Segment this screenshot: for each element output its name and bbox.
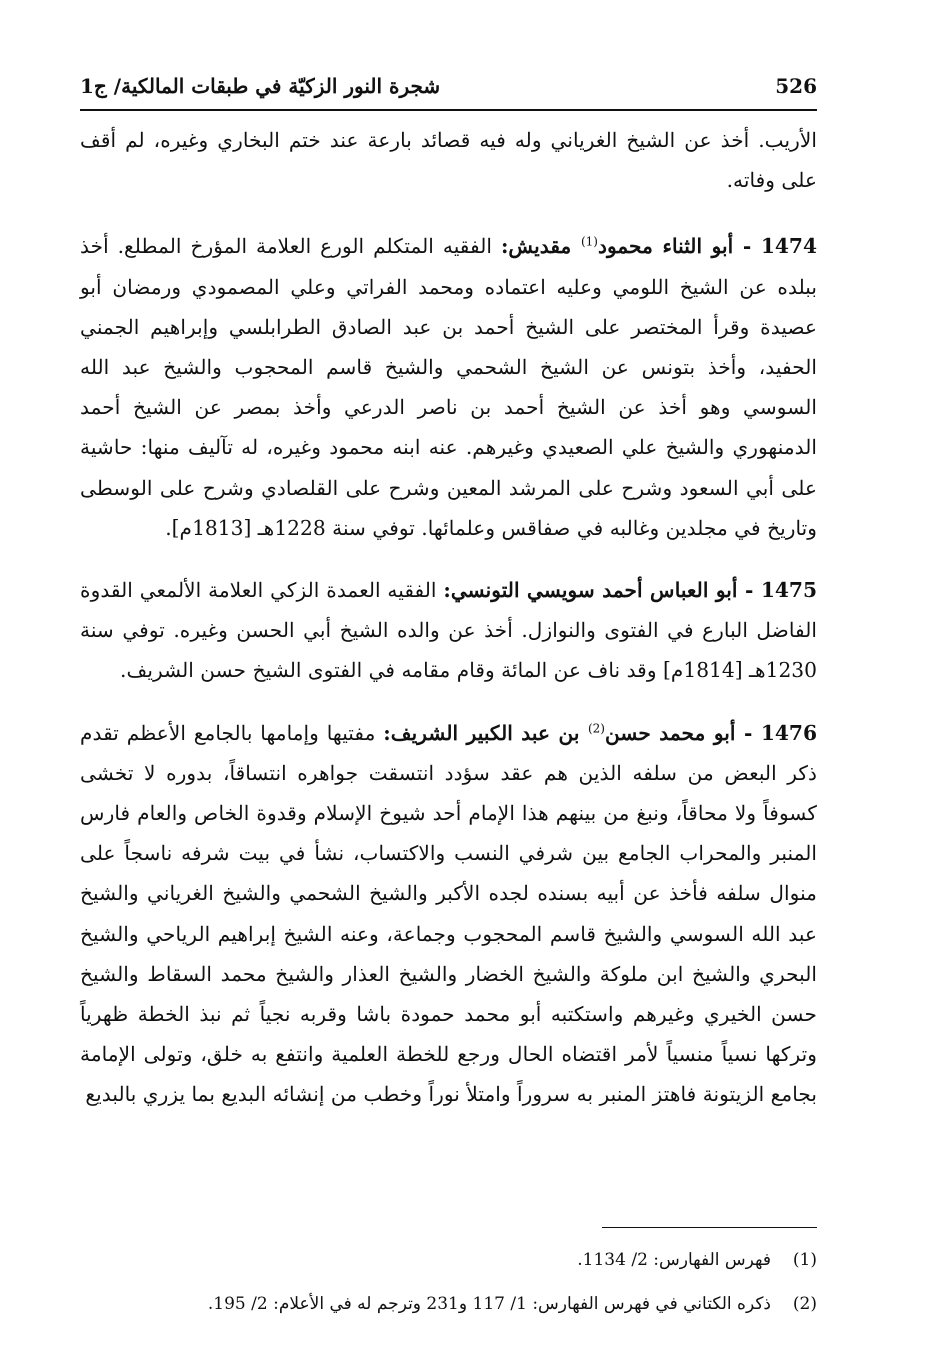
header-rule [80, 109, 817, 111]
book-title: شجرة النور الزكيّة في طبقات المالكية/ ج1 [80, 74, 441, 98]
footnote-text: فهرس الفهارس: 2/ 1134. [577, 1250, 771, 1270]
running-header [80, 68, 817, 104]
main-text [80, 120, 817, 1137]
entry-1476 [80, 713, 817, 1115]
paragraph-text: الأريب. أخذ عن الشيخ الغرياني وله فيه قصائد بارعة عند ختم البخاري وغيره، لم أقف على وفاته. [80, 128, 817, 193]
entry-heading: 1475 - أبو العباس أحمد سويسي التونسي: [443, 578, 817, 603]
entry-heading-cont: مقديش: [500, 234, 581, 259]
entry-text: الفقيه العمدة الزكي العلامة الألمعي القدوة الفاضل البارع في الفتوى والنوازل. أخذ عن والده الشيخ أبي الحسن وغيره. توفي سنة 1230هـ [1814م] وقد ناف عن المائة وقام مقامه في الفتوى الشيخ حسن الشريف. [80, 578, 817, 683]
footnote [80, 1238, 817, 1282]
entry-text: الفقيه المتكلم الورع العلامة المؤرخ المطلع. أخذ ببلده عن الشيخ اللومي وعليه اعتماده ومحمد الفراتي وعلي المصمودي ورمضان أبو عصيدة وقرأ المختصر على الشيخ أحمد بن عبد الصادق الطرابلسي وإبراهيم الجمني الحفيد، وأخذ بتونس عن الشيخ الشحمي والشيخ قاسم المحجوب والشيخ عبد الله السوسي وهو أخذ عن الشيخ أحمد بن ناصر الدرعي وأخذ بمصر عن الشيخ أحمد الدمنهوري والشيخ علي الصعيدي وغيرهم. عنه ابنه محمود وغيره، له تآليف منها: حاشية على أبي السعود وشرح على المرشد المعين وشرح على القلصادي وشرح على الوسطى وتاريخ في مجلدين وغالبه في صفاقس وعلمائها. توفي سنة 1228هـ [1813م]. [80, 234, 817, 540]
footnote [80, 1282, 817, 1326]
entry-heading-cont: بن عبد الكبير الشريف: [383, 720, 588, 745]
footnote-rule [602, 1227, 817, 1228]
entry-heading: 1476 - أبو محمد حسن [604, 720, 817, 745]
entry-text: مفتيها وإمامها بالجامع الأعظم تقدم ذكر البعض من سلفه الذين هم عقد سؤدد انتسقت جواهره انتساقاً، بدوره لا تخشى كسوفاً ولا محاقاً، ونبغ من بينهم هذا الإمام أحد شيوخ الإسلام وقدوة الخاص والعام فارس المنبر والمحراب الجامع بين شرفي النسب والاكتساب، نشأ في بيت شرفه ناسجاً على منوال سلفه فأخذ عن أبيه بسنده لجده الأكبر والشيخ الشحمي والشيخ الغرياني والشيخ عبد الله السوسي والشيخ قاسم المحجوب وجماعة، وعنه الشيخ إبراهيم الرياحي والشيخ البحري والشيخ ابن ملوكة والشيخ الخضار والشيخ العذار والشيخ محمد السقاط والشيخ حسن الخيري وغيرهم واستكتبه أبو محمد حمودة باشا وقربه نجياً ثم نبذ الخطة ظهرياً وتركها نسياً منسياً لأمر اقتضاه الحال ورجع للخطة العلمية وانتفع به خلق، وتولى الإمامة بجامع الزيتونة فاهتز المنبر به سروراً وامتلأ نوراً وخطب من إنشائه البديع بما يزري بالبديع [80, 720, 817, 1107]
footnote-text: ذكره الكتاني في فهرس الفهارس: 1/ 117 و231 وترجم له في الأعلام: 2/ 195. [207, 1294, 771, 1314]
footnote-number: (2) [792, 1294, 817, 1314]
entry-1474 [80, 226, 817, 548]
footnote-ref[interactable]: (2) [587, 720, 605, 735]
footnote-ref[interactable]: (1) [580, 234, 598, 249]
page-number: 526 [775, 74, 817, 98]
footnotes [80, 1238, 817, 1326]
entry-heading: 1474 - أبو الثناء محمود [597, 234, 817, 259]
footnote-number: (1) [792, 1250, 817, 1270]
entry-1475 [80, 570, 817, 691]
paragraph [80, 120, 817, 200]
